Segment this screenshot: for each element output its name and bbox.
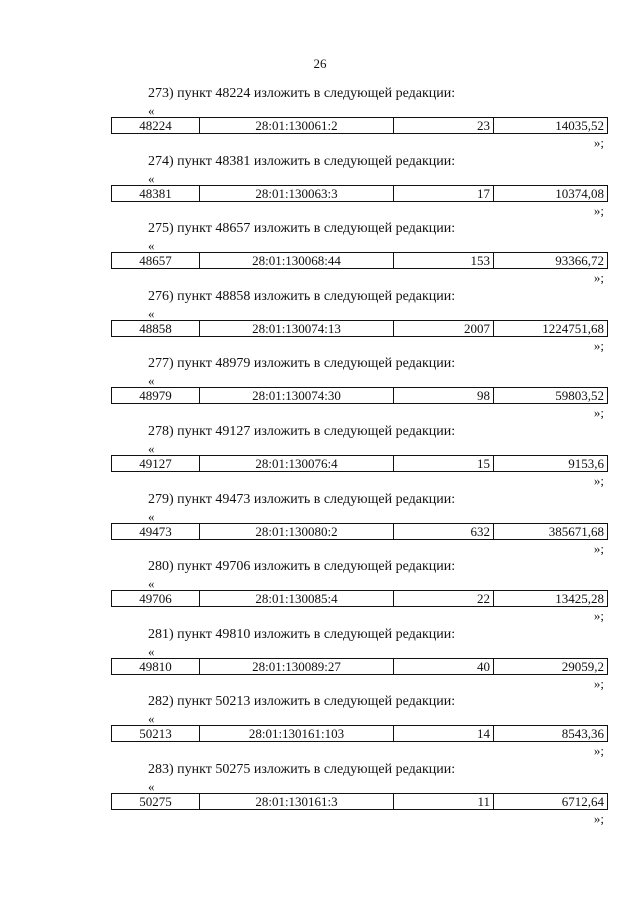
amount-cell: 13425,28 xyxy=(493,591,607,606)
amendment-heading: 283) пункт 50275 изложить в следующей редакции: xyxy=(148,762,456,777)
closing-quote: »; xyxy=(593,540,604,556)
amendment-entry xyxy=(0,762,640,830)
opening-quote: « xyxy=(148,103,155,118)
cadastral-number-cell: 28:01:130068:44 xyxy=(199,253,393,268)
amendment-entry xyxy=(0,221,640,289)
amendment-entry xyxy=(0,694,640,762)
cadastral-number-cell: 28:01:130089:27 xyxy=(199,659,393,674)
opening-quote: « xyxy=(148,170,155,186)
amendment-entry xyxy=(0,289,640,357)
amendment-heading: 282) пункт 50213 изложить в следующей редакции: xyxy=(148,694,456,710)
amendment-entry xyxy=(0,492,640,560)
amendment-entry xyxy=(0,154,640,222)
table-row xyxy=(111,320,608,337)
table-row xyxy=(111,523,608,540)
amendment-heading: 279) пункт 49473 изложить в следующей редакции: xyxy=(148,491,456,507)
item-number-cell: 48381 xyxy=(139,185,172,201)
amendment-heading: 274) пункт 48381 изложить в следующей редакции: xyxy=(148,153,456,169)
amendment-entry xyxy=(0,559,640,627)
amendment-heading: 281) пункт 49810 изложить в следующей редакции: xyxy=(148,626,456,642)
area-cell: 23 xyxy=(393,118,493,133)
amount-cell: 8543,36 xyxy=(493,726,607,741)
amount-cell: 385671,68 xyxy=(493,524,607,539)
table-row xyxy=(111,252,608,269)
opening-quote: « xyxy=(148,779,155,794)
amount-cell: 14035,52 xyxy=(493,118,607,133)
item-number-cell: 48979 xyxy=(139,388,172,404)
closing-quote: »; xyxy=(593,270,604,286)
amount-cell: 1224751,68 xyxy=(493,321,607,336)
amendment-heading: 277) пункт 48979 изложить в следующей редакции: xyxy=(148,356,456,372)
cadastral-number-cell: 28:01:130063:3 xyxy=(199,186,393,201)
closing-quote: »; xyxy=(593,675,604,691)
amount-cell: 59803,52 xyxy=(493,388,607,403)
closing-quote: »; xyxy=(593,811,604,826)
amount-cell: 9153,6 xyxy=(493,456,607,471)
area-cell: 632 xyxy=(393,524,493,539)
closing-quote: »; xyxy=(593,473,604,488)
cadastral-number-cell: 28:01:130161:103 xyxy=(199,726,393,741)
opening-quote: « xyxy=(148,238,155,254)
item-number-cell: 48224 xyxy=(139,118,172,133)
cadastral-number-cell: 28:01:130161:3 xyxy=(199,794,393,809)
area-cell: 2007 xyxy=(393,321,493,336)
item-number-cell: 49127 xyxy=(139,456,172,471)
amount-cell: 10374,08 xyxy=(493,186,607,201)
page-number: 26 xyxy=(313,56,327,71)
closing-quote: »; xyxy=(593,202,604,218)
cadastral-number-cell: 28:01:130080:2 xyxy=(199,524,393,539)
amendment-entry xyxy=(0,627,640,695)
table-row xyxy=(111,387,608,404)
area-cell: 40 xyxy=(393,659,493,674)
closing-quote: »; xyxy=(593,743,604,759)
amendment-heading: 276) пункт 48858 изложить в следующей редакции: xyxy=(148,288,456,304)
opening-quote: « xyxy=(148,441,155,456)
cadastral-number-cell: 28:01:130074:30 xyxy=(199,388,393,403)
item-number-cell: 49706 xyxy=(139,591,172,607)
opening-quote: « xyxy=(148,711,155,727)
cadastral-number-cell: 28:01:130061:2 xyxy=(199,118,393,133)
amount-cell: 6712,64 xyxy=(493,794,607,809)
closing-quote: »; xyxy=(593,405,604,421)
closing-quote: »; xyxy=(593,337,604,353)
table-row xyxy=(111,658,608,675)
cadastral-number-cell: 28:01:130074:13 xyxy=(199,321,393,336)
item-number-cell: 50213 xyxy=(139,726,172,742)
amount-cell: 29059,2 xyxy=(493,659,607,674)
area-cell: 153 xyxy=(393,253,493,268)
item-number-cell: 48858 xyxy=(139,320,172,336)
cadastral-number-cell: 28:01:130085:4 xyxy=(199,591,393,606)
area-cell: 15 xyxy=(393,456,493,471)
table-row xyxy=(111,117,608,134)
area-cell: 17 xyxy=(393,186,493,201)
area-cell: 14 xyxy=(393,726,493,741)
table-row xyxy=(111,185,608,202)
opening-quote: « xyxy=(148,643,155,659)
amendment-entry xyxy=(0,356,640,424)
area-cell: 22 xyxy=(393,591,493,606)
table-row xyxy=(111,725,608,742)
opening-quote: « xyxy=(148,373,155,389)
amendment-heading: 280) пункт 49706 изложить в следующей редакции: xyxy=(148,559,456,575)
amendment-heading: 273) пункт 48224 изложить в следующей редакции: xyxy=(148,86,456,101)
opening-quote: « xyxy=(148,305,155,321)
item-number-cell: 48657 xyxy=(139,253,172,269)
amendment-entry xyxy=(0,424,640,492)
amendment-entry xyxy=(0,86,640,154)
closing-quote: »; xyxy=(593,135,604,150)
opening-quote: « xyxy=(148,576,155,592)
table-row xyxy=(111,590,608,607)
amount-cell: 93366,72 xyxy=(493,253,607,268)
closing-quote: »; xyxy=(593,608,604,624)
area-cell: 98 xyxy=(393,388,493,403)
table-row xyxy=(111,793,608,810)
table-row xyxy=(111,455,608,472)
opening-quote: « xyxy=(148,508,155,524)
area-cell: 11 xyxy=(393,794,493,809)
cadastral-number-cell: 28:01:130076:4 xyxy=(199,456,393,471)
item-number-cell: 49473 xyxy=(139,523,172,539)
amendment-heading: 278) пункт 49127 изложить в следующей редакции: xyxy=(148,424,456,439)
item-number-cell: 50275 xyxy=(139,794,172,809)
amendment-heading: 275) пункт 48657 изложить в следующей редакции: xyxy=(148,221,456,237)
item-number-cell: 49810 xyxy=(139,658,172,674)
